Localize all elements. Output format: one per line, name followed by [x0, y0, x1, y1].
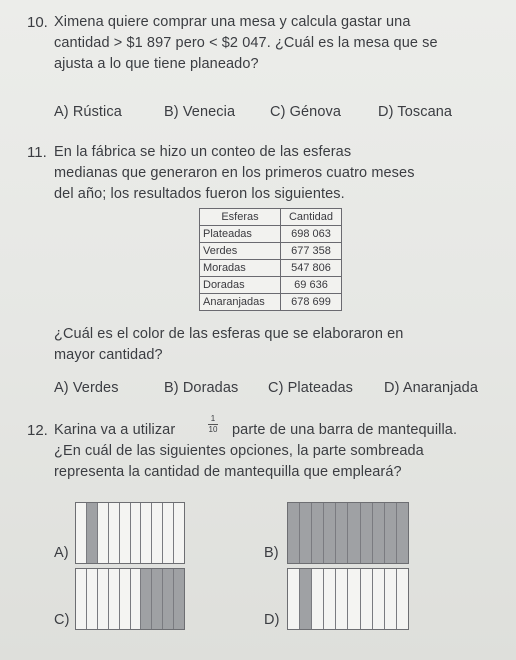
bar-segment	[361, 503, 373, 563]
q11-question-line-2: mayor cantidad?	[54, 347, 163, 363]
bar-segment	[98, 569, 109, 629]
bar-segment	[174, 569, 184, 629]
q11-option-b[interactable]: B) Doradas	[164, 380, 239, 396]
bar-segment	[312, 503, 324, 563]
table-cell: 677 358	[281, 243, 342, 260]
bar-segment	[373, 503, 385, 563]
q11-option-d[interactable]: D) Anaranjada	[384, 380, 478, 396]
q10-option-d[interactable]: D) Toscana	[378, 104, 453, 120]
table-row	[200, 226, 342, 243]
q11-line-2: medianas que generaron en los primeros cuatro meses	[54, 165, 415, 181]
butter-bar-d[interactable]	[287, 568, 409, 630]
table-cell: 678 699	[281, 294, 342, 311]
bar-segment	[141, 569, 152, 629]
q11-option-a[interactable]: A) Verdes	[54, 380, 119, 396]
bar-segment	[152, 569, 163, 629]
q11-line-1: En la fábrica se hizo un conteo de las esferas	[54, 144, 352, 160]
bar-segment	[120, 503, 131, 563]
bar-segment	[361, 569, 373, 629]
table-cell: 547 806	[281, 260, 342, 277]
bar-segment	[76, 503, 87, 563]
bar-segment	[300, 503, 312, 563]
bar-segment	[109, 503, 120, 563]
bar-segment	[336, 569, 348, 629]
q10-line-2: cantidad > $1 897 pero < $2 047. ¿Cuál es la mesa que se	[54, 35, 438, 51]
q11-number: 11.	[27, 144, 47, 161]
table-cell: Plateadas	[200, 226, 281, 243]
q10-option-b[interactable]: B) Venecia	[164, 104, 236, 120]
butter-bar-b[interactable]	[287, 502, 409, 564]
table-cell: 69 636	[281, 277, 342, 294]
bar-segment	[174, 503, 184, 563]
q12-line-2: ¿En cuál de las siguientes opciones, la parte sombreada	[54, 443, 424, 459]
spheres-table	[199, 208, 342, 311]
bar-segment	[348, 569, 360, 629]
table-cell: Anaranjadas	[200, 294, 281, 311]
table-header: Cantidad	[281, 209, 342, 226]
butter-bar-c[interactable]	[75, 568, 185, 630]
q12-option-c-label[interactable]: C)	[54, 612, 70, 628]
bar-segment	[288, 503, 300, 563]
bar-segment	[385, 503, 397, 563]
bar-segment	[131, 503, 142, 563]
q12-option-d-label[interactable]: D)	[264, 612, 280, 628]
fraction-numerator: 1	[210, 414, 216, 423]
table-cell: Verdes	[200, 243, 281, 260]
bar-segment	[324, 569, 336, 629]
q10-line-3: ajusta a lo que tiene planeado?	[54, 56, 259, 72]
bar-segment	[397, 569, 408, 629]
table-cell: 698 063	[281, 226, 342, 243]
table-header: Esferas	[200, 209, 281, 226]
q10-number: 10.	[27, 14, 48, 31]
q12-line-1b: parte de una barra de mantequilla.	[232, 422, 458, 438]
bar-segment	[288, 569, 300, 629]
bar-segment	[131, 569, 142, 629]
q11-line-3: del año; los resultados fueron los siguientes.	[54, 186, 345, 202]
q12-option-a-label[interactable]: A)	[54, 545, 69, 561]
bar-segment	[109, 569, 120, 629]
bar-segment	[98, 503, 109, 563]
table-row	[200, 243, 342, 260]
bar-segment	[324, 503, 336, 563]
bar-segment	[385, 569, 397, 629]
bar-segment	[312, 569, 324, 629]
table-cell: Doradas	[200, 277, 281, 294]
table-row	[200, 277, 342, 294]
fraction-denominator: 10	[208, 425, 218, 434]
bar-segment	[141, 503, 152, 563]
table-row	[200, 260, 342, 277]
bar-segment	[336, 503, 348, 563]
q10-option-a[interactable]: A) Rústica	[54, 104, 122, 120]
q10-option-c[interactable]: C) Génova	[270, 104, 342, 120]
bar-segment	[163, 569, 174, 629]
bar-segment	[397, 503, 408, 563]
q12-line-3: representa la cantidad de mantequilla que empleará?	[54, 464, 402, 480]
q11-option-c[interactable]: C) Plateadas	[268, 380, 354, 396]
bar-segment	[76, 569, 87, 629]
q12-line-1a: Karina va a utilizar	[54, 422, 176, 438]
butter-bar-a[interactable]	[75, 502, 185, 564]
bar-segment	[87, 503, 98, 563]
table-row	[200, 294, 342, 311]
bar-segment	[300, 569, 312, 629]
bar-segment	[120, 569, 131, 629]
bar-segment	[152, 503, 163, 563]
q10-line-1: Ximena quiere comprar una mesa y calcula gastar una	[54, 14, 411, 30]
q12-number: 12.	[27, 422, 48, 439]
q11-question-line-1: ¿Cuál es el color de las esferas que se elaboraron en	[54, 326, 404, 342]
bar-segment	[87, 569, 98, 629]
table-cell: Moradas	[200, 260, 281, 277]
q12-option-b-label[interactable]: B)	[264, 545, 279, 561]
bar-segment	[348, 503, 360, 563]
table-header-row	[200, 209, 342, 226]
bar-segment	[163, 503, 174, 563]
bar-segment	[373, 569, 385, 629]
